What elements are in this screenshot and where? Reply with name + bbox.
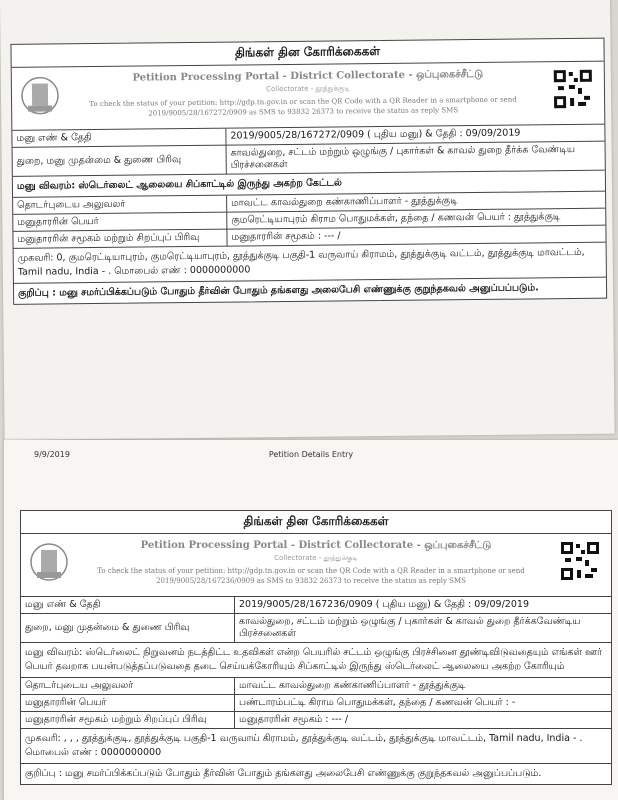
banner-subtitle: Collectorate - தூத்துக்குடி [274,554,358,562]
row-label: துறை, மனு முதன்மை & துணை பிரிவு [13,145,227,176]
portal-banner [12,62,605,131]
details-table-bottom [13,192,606,249]
row-value: 2019/9005/28/167272/0909 ( புதிய மனு) & தேதி : 09/09/2019 [226,125,605,145]
sms-note: குறிப்பு : மனு சமர்ப்பிக்கப்படும் போதும் தீர்வின் போதும் தங்களது அலைபேசி எண்ணுக்கு குறுந்தகவல் அனுப்பப்படும். [18,282,539,299]
banner-title: Petition Processing Portal - District Collectorate - ஒப்புகைச்சீட்டு [140,540,492,551]
row-label: மனுதாரரின் சமூகம் மற்றும் சிறப்புப் பிரிவு [21,712,235,729]
row-label: மனுதாரரின் பெயர் [13,212,227,231]
row-label: மனு எண் & தேதி [21,597,235,614]
row-value: குமரெட்டியாபுரம் கிராம பொதுமக்கள், தந்தை / கணவன் பெயர் : தூத்துக்குடி [227,208,606,229]
petition-sheet-2 [4,440,618,800]
sms-note: குறிப்பு : மனு சமர்ப்பிக்கப்படும் போதும் தீர்வின் போதும் தங்களது அலைபேசி எண்ணுக்கு குறுந்தகவல் அனுப்பப்படும். [25,768,542,779]
table-row [21,712,611,729]
table-row [21,597,611,614]
print-header-title: Petition Details Entry [268,450,354,459]
row-label: தொடர்புடைய அலுவலர் [13,196,227,215]
details-table-top [12,125,604,177]
row-value: காவல்துறை, சட்டம் மற்றும் ஒழுங்கு / புகார்கள் & காவல் துறை தீர்க்கவேண்டிய பிரச்சனைகள் [235,614,612,643]
row-label: துறை, மனு முதன்மை & துணை பிரிவு [21,614,235,643]
petition-subject: மனு விவரம்: ஸ்டெர்லைட் நிறுவனம் நடத்திட்ட உதவிகள் என்ற பெயரில் சட்டம் ஒழுங்கு பிரச்சினை தூண்டிவிடுவதையும் எங்கள் ஊர் பெயர் தவறாக பயன்படுத்தப்படுவதை தடை செய்யக்கோரியும் சிப்காட்டில் இருந்து ஸ்டெர்லைட் ஆலையை அகற்ற கோரியும் [21,643,611,678]
row-label: மனுதாரரின் பெயர் [21,695,235,712]
row-value: மாவட்ட காவல்துறை கண்காணிப்பாளர் - தூத்துக்குடி [235,678,612,695]
row-label: மனுதாரரின் சமூகம் மற்றும் சிறப்புப் பிரிவு [13,229,227,248]
details-table-bottom [21,678,611,729]
banner-status-note: To check the status of your petition: http://gdp.tn.gov.in or scan the QR Code with a QR Reader in a smartphone or send 2019/9005/28/167236/0909 as SMS to 93832 26373 to receive the status as reply SMS [97,567,525,585]
table-row [21,678,611,695]
banner-title: Petition Processing Portal - District Collectorate - ஒப்புகைச்சீட்டு [132,68,484,84]
banner-subtitle: Collectorate - தூத்துக்குடி [266,84,350,94]
print-date: 9/9/2019 [34,450,70,459]
row-value: பண்டாரம்பட்டி கிராம பொதுமக்கள், தந்தை / கணவன் பெயர் : - [235,695,612,712]
table-row [21,614,611,643]
row-value: மனுதாரரின் சமூகம் : --- / [227,225,606,246]
details-table-top [21,597,611,643]
row-value: காவல்துறை, சட்டம் மற்றும் ஒழுங்கு / புகார்கள் & காவல் துறை தீர்க்க வேண்டிய பிரச்சனைகள் [226,141,605,174]
petition-subject: மனு விவரம்: ஸ்டெர்லைட் ஆலையை சிப்காட்டில் இருந்து அகற்ற கேட்டல் [13,171,605,198]
form-title: திங்கள் தின கோரிக்கைகள் [11,39,603,68]
row-label: தொடர்புடைய அலுவலர் [21,678,235,695]
table-row [21,695,611,712]
petition-form-1 [10,38,607,305]
petition-form-2 [20,510,612,785]
row-value: 2019/9005/28/167236/0909 ( புதிய மனு) & தேதி : 09/09/2019 [235,597,612,614]
row-value: மனுதாரரின் சமூகம் : --- / [235,712,612,729]
banner-status-note: To check the status of your petition: http://gdp.tn.gov.in or scan the QR Code with a QR Reader in a smartphone or send 2019/9005/28/167272/0909 as SMS to 93832 26373 to receive the status as reply SMS [89,95,517,118]
form-title: திங்கள் தின கோரிக்கைகள் [21,511,611,534]
petitioner-address: முகவரி: , , , தூத்துக்குடி, தூத்துக்குடி பகுதி-1 வருவாய் கிராமம், தூத்துக்குடி வட்டம், தூத்துக்குடி மாவட்டம், Tamil nadu, India - . மொபைல் எண் : 0000000000 [21,729,611,764]
qr-code-icon [559,540,601,582]
row-value: மாவட்ட காவல்துறை கண்காணிப்பாளர் - தூத்துக்குடி [227,192,606,212]
petitioner-address: முகவரி: 0, குமரெட்டியாபுரம், குமரெட்டியாபுரம், தூத்துக்குடி பகுதி-1 வருவாய் கிராமம், தூத்துக்குடி வட்டம், தூத்துக்குடி மாவட்டம், Tamil nadu, India - . மொபைல் எண் : 0000000000 [14,243,606,284]
row-label: மனு எண் & தேதி [12,129,226,148]
qr-code-icon [552,68,594,110]
portal-banner [21,534,611,597]
